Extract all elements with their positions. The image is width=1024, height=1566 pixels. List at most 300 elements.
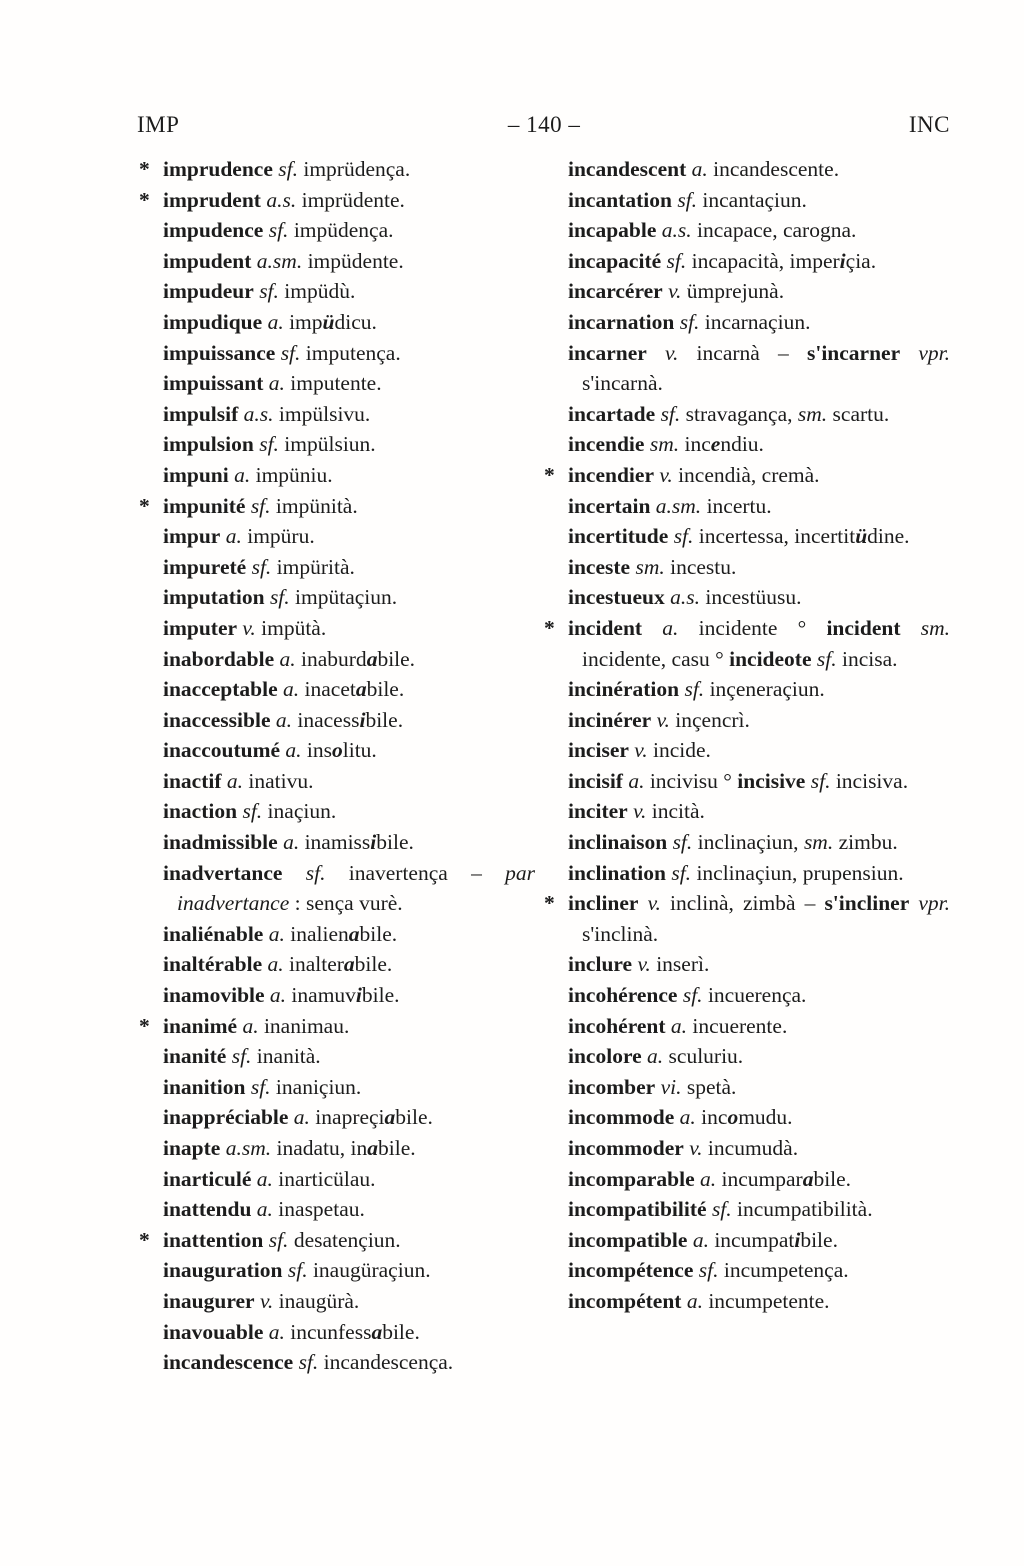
headword: inaltérable <box>163 952 263 977</box>
headword: incandescence <box>163 1350 294 1375</box>
dictionary-entry <box>163 276 535 307</box>
dictionary-entry <box>568 735 950 766</box>
translation-text: incandescença. <box>318 1350 454 1375</box>
headword: impudique <box>163 309 263 334</box>
grammar-abbr: v. <box>638 891 661 916</box>
asterisk-marker: * <box>139 493 150 518</box>
translation-text: incivisu ° <box>644 768 738 793</box>
translation-text: zimbu. <box>833 830 898 855</box>
grammar-abbr: sf. <box>253 432 279 457</box>
translation-text: inaugüraçiun. <box>307 1258 431 1283</box>
dictionary-entry <box>163 1194 535 1225</box>
translation-text: incumpat <box>708 1227 795 1252</box>
headword: impuissance <box>163 340 276 365</box>
dictionary-entry <box>568 215 950 246</box>
dictionary-entry <box>163 1255 535 1286</box>
stressed-letter: i <box>355 983 362 1008</box>
translation-text: s'inclinà. <box>582 921 659 946</box>
grammar-abbr: a. <box>262 952 284 977</box>
headword: incompatible <box>568 1227 688 1252</box>
headword: incisif <box>568 768 623 793</box>
grammar-abbr: sf. <box>237 799 263 824</box>
translation-text: bile. <box>361 983 400 1008</box>
asterisk-marker: * <box>544 891 555 916</box>
dictionary-entry <box>568 705 950 736</box>
stressed-letter: a <box>367 1136 379 1160</box>
grammar-abbr: sf. <box>282 1258 308 1283</box>
grammar-abbr: sf. <box>693 1258 719 1283</box>
translation-text: incumpatibilità. <box>731 1197 873 1222</box>
grammar-abbr: a.sm. <box>650 493 702 518</box>
headword: impuissant <box>163 371 264 396</box>
guideword-right: INC <box>908 112 950 137</box>
grammar-abbr: sf. <box>655 401 681 426</box>
grammar-abbr: a. <box>687 1227 709 1252</box>
headword: incartade <box>568 401 656 426</box>
grammar-abbr: v. <box>683 1136 703 1160</box>
translation-text: inavertença – <box>325 860 506 885</box>
translation-text: incarnaçiun. <box>699 309 811 334</box>
dictionary-entry <box>163 919 535 950</box>
grammar-abbr: sf. <box>671 187 698 212</box>
dictionary-entry <box>568 674 950 705</box>
translation-text: sculuriu. <box>663 1044 744 1069</box>
translation-text: impülsivu. <box>273 401 371 426</box>
translation-text: stravagança, <box>680 401 798 426</box>
headword: incinérer <box>568 707 652 732</box>
right-column <box>542 154 950 1378</box>
dictionary-entry <box>568 766 950 797</box>
grammar-abbr: par inadvertance <box>177 860 536 916</box>
dictionary-entry <box>568 1072 950 1103</box>
grammar-abbr: a. <box>263 1319 285 1344</box>
stressed-letter: a <box>366 646 378 671</box>
translation-text: impüniu. <box>250 462 333 487</box>
dictionary-entry <box>163 582 535 613</box>
dictionary-entry <box>163 552 535 583</box>
headword: inciser <box>568 738 629 763</box>
grammar-abbr: a. <box>622 768 645 793</box>
translation-text: impüru. <box>241 524 315 549</box>
translation-text: inacet <box>299 677 356 702</box>
dictionary-entry <box>163 1102 535 1133</box>
stressed-letter: a <box>384 1105 396 1130</box>
grammar-abbr: vi. <box>655 1074 682 1099</box>
grammar-abbr: a. <box>274 646 296 671</box>
translation-text: incapacità, imper <box>686 248 840 273</box>
translation-text: : sença vurè. <box>289 891 403 916</box>
grammar-abbr: sm. <box>803 830 834 855</box>
grammar-abbr: a. <box>288 1105 310 1130</box>
headword: imprudent <box>163 187 261 212</box>
dictionary-entry <box>544 460 950 491</box>
headword: inciter <box>568 799 628 824</box>
headword: inanité <box>163 1044 227 1069</box>
headword: incohérent <box>568 1013 666 1038</box>
headword: inabordable <box>163 646 275 671</box>
dictionary-body <box>0 138 1024 1378</box>
translation-text: impüdente. <box>302 248 404 273</box>
translation-text: incumpetente. <box>702 1288 830 1313</box>
headword: incapable <box>568 218 657 243</box>
translation-text: imprüdente. <box>296 187 405 212</box>
translation-text: dine. <box>867 524 910 549</box>
grammar-abbr: a. <box>270 707 292 732</box>
grammar-abbr: a. <box>681 1288 703 1313</box>
translation-text: incumpetença. <box>718 1258 849 1283</box>
grammar-abbr: a. <box>221 768 244 793</box>
headword: impulsif <box>163 401 239 426</box>
headword: incertitude <box>568 524 669 549</box>
translation-text: imprüdença. <box>297 157 411 181</box>
dictionary-entry <box>163 949 535 980</box>
translation-text: bile. <box>365 707 404 732</box>
grammar-abbr: a. <box>228 462 251 487</box>
headword: inapte <box>163 1136 221 1160</box>
grammar-abbr: sm. <box>630 554 665 579</box>
grammar-abbr: a. <box>674 1105 696 1130</box>
translation-text: inanimau. <box>258 1013 350 1038</box>
dictionary-entry <box>163 1133 535 1164</box>
headword: inactif <box>163 768 222 793</box>
grammar-abbr: a. <box>251 1166 273 1191</box>
grammar-abbr: sm. <box>900 615 950 640</box>
translation-text: incumudà. <box>702 1136 799 1160</box>
translation-text: inacess <box>292 707 360 732</box>
dictionary-entry <box>163 674 535 705</box>
translation-text: inarticülau. <box>272 1166 376 1191</box>
headword: inarticulé <box>163 1166 252 1191</box>
dictionary-entry <box>163 1317 535 1348</box>
dictionary-entry <box>568 521 950 552</box>
translation-text: incumpar <box>716 1166 803 1191</box>
translation-text: bile. <box>376 830 414 855</box>
translation-text: incertu. <box>701 493 772 518</box>
grammar-abbr: sf. <box>677 983 703 1008</box>
headword: inaction <box>163 799 238 824</box>
stressed-letter: ü <box>322 309 335 334</box>
headword: incinération <box>568 677 680 702</box>
grammar-abbr: v. <box>654 462 673 487</box>
headword: incendie <box>568 432 645 457</box>
grammar-abbr: a. <box>264 983 287 1008</box>
headword: incompatibilité <box>568 1197 707 1222</box>
asterisk-marker: * <box>544 615 555 640</box>
headword: inaccessible <box>163 707 271 732</box>
headword: inadvertance <box>163 860 283 885</box>
grammar-abbr: sf. <box>805 768 831 793</box>
headword: inanimé <box>163 1013 238 1038</box>
dictionary-entry <box>163 796 535 827</box>
grammar-abbr: sf. <box>245 1074 271 1099</box>
translation-text: incendià, cremà. <box>672 462 820 487</box>
translation-text: inçeneraçiun. <box>704 677 825 702</box>
headword: impudent <box>163 248 252 273</box>
stressed-letter: i <box>370 830 377 855</box>
stressed-letter: i <box>359 707 366 732</box>
headword: inattendu <box>163 1197 252 1222</box>
grammar-abbr: vpr. <box>909 891 950 916</box>
dictionary-entry <box>568 1255 950 1286</box>
translation-text: incandescente. <box>707 157 840 181</box>
dictionary-entry <box>568 246 950 277</box>
stressed-letter: o <box>727 1105 739 1130</box>
dictionary-entry <box>568 1041 950 1072</box>
translation-text: inativu. <box>243 768 314 793</box>
translation-text: bile. <box>377 646 416 671</box>
headword: incapacité <box>568 248 662 273</box>
headword: incandescent <box>568 157 687 181</box>
asterisk-marker: * <box>139 157 150 181</box>
headword: inavouable <box>163 1319 264 1344</box>
dictionary-entry <box>544 888 950 949</box>
stressed-letter: i <box>839 248 846 273</box>
dictionary-entry <box>568 1133 950 1164</box>
dictionary-entry <box>568 1286 950 1317</box>
headword: inacceptable <box>163 677 278 702</box>
translation-text: incestu. <box>664 554 737 579</box>
headword: incompétence <box>568 1258 694 1283</box>
dictionary-entry <box>163 613 535 644</box>
left-column <box>137 154 535 1378</box>
translation-text: inanità. <box>251 1044 321 1069</box>
translation-text: inaçiun. <box>262 799 337 824</box>
translation-text: mudu. <box>738 1105 793 1130</box>
grammar-abbr: a. <box>262 309 284 334</box>
translation-text: bile. <box>354 952 393 977</box>
translation-text: bile. <box>800 1227 838 1252</box>
translation-text: inçencrì. <box>669 707 750 732</box>
translation-text: impütà. <box>255 615 327 640</box>
headword: impur <box>163 524 221 549</box>
translation-text: inc <box>695 1105 728 1130</box>
dictionary-entry <box>139 491 535 522</box>
grammar-abbr: sf. <box>246 554 272 579</box>
grammar-abbr: a. <box>263 921 285 946</box>
grammar-abbr: sf. <box>668 524 694 549</box>
grammar-abbr: sf. <box>665 860 692 885</box>
dictionary-entry <box>568 1194 950 1225</box>
headword: impuni <box>163 462 229 487</box>
dictionary-entry <box>139 1225 535 1256</box>
grammar-abbr: sm. <box>797 401 828 426</box>
dictionary-entry <box>163 1347 535 1378</box>
grammar-abbr: a. <box>220 524 242 549</box>
translation-text: impütaçiun. <box>289 585 398 610</box>
dictionary-entry <box>568 582 950 613</box>
headword: incarner <box>568 340 647 365</box>
dictionary-entry <box>568 980 950 1011</box>
headword: incomber <box>568 1074 656 1099</box>
grammar-abbr: a.s. <box>656 218 692 243</box>
grammar-abbr: sm. <box>644 432 680 457</box>
translation-text: impürità. <box>271 554 355 579</box>
dictionary-entry <box>568 276 950 307</box>
grammar-abbr: a. <box>665 1013 688 1038</box>
grammar-abbr: sf. <box>667 830 693 855</box>
dictionary-entry <box>163 368 535 399</box>
translation-text: incertessa, incertit <box>693 524 856 549</box>
dictionary-entry <box>163 1286 535 1317</box>
headword: incarnation <box>568 309 675 334</box>
headword: inauguration <box>163 1258 283 1283</box>
translation-text: incunfess <box>284 1319 372 1344</box>
grammar-abbr: a. <box>263 371 285 396</box>
grammar-abbr: sf. <box>706 1197 732 1222</box>
translation-text: bile. <box>395 1105 433 1130</box>
headword: incantation <box>568 187 672 212</box>
translation-text: inserì. <box>650 952 710 977</box>
translation-text: ümprejunà. <box>681 279 785 304</box>
translation-text: incità. <box>646 799 705 824</box>
dictionary-entry <box>163 705 535 736</box>
translation-text: bile. <box>359 921 398 946</box>
dictionary-entry <box>568 1011 950 1042</box>
dictionary-entry <box>568 185 950 216</box>
grammar-abbr: sf. <box>811 646 837 671</box>
headword: imputation <box>163 585 265 610</box>
translation-text: litu. <box>342 738 377 763</box>
grammar-abbr: sf. <box>226 1044 252 1069</box>
stressed-letter: e <box>710 432 721 457</box>
dictionary-entry <box>568 552 950 583</box>
headword: incendier <box>568 462 654 487</box>
translation-text: dicu. <box>334 309 377 334</box>
stressed-letter: a <box>355 677 367 702</box>
page-number: – 140 – <box>507 112 581 137</box>
translation-text: desatençiun. <box>288 1227 401 1252</box>
dictionary-entry <box>163 307 535 338</box>
translation-text: çia. <box>845 248 877 273</box>
grammar-abbr: v. <box>632 952 651 977</box>
headword: incident <box>568 615 643 640</box>
translation-text: impünità. <box>270 493 358 518</box>
stressed-letter: ü <box>855 524 868 549</box>
dictionary-entry <box>568 429 950 460</box>
translation-text: inc <box>679 432 711 457</box>
grammar-abbr: a. <box>641 1044 664 1069</box>
headword: s'incliner <box>824 891 910 916</box>
headword: incommode <box>568 1105 675 1130</box>
translation-text: inclinaçiun, prupensiun. <box>691 860 904 885</box>
dictionary-entry <box>568 796 950 827</box>
headword: impunité <box>163 493 246 518</box>
headword: inappréciable <box>163 1105 289 1130</box>
headword: incomparable <box>568 1166 695 1191</box>
translation-text: s'incarnà. <box>582 371 663 396</box>
translation-text: inaburd <box>295 646 367 671</box>
dictionary-entry <box>568 949 950 980</box>
grammar-abbr: sf. <box>275 340 301 365</box>
dictionary-entry <box>568 1225 950 1256</box>
dictionary-entry <box>163 766 535 797</box>
translation-text: incidente ° <box>678 615 827 640</box>
grammar-abbr: sf. <box>679 677 705 702</box>
dictionary-entry <box>163 1072 535 1103</box>
translation-text: incidente, casu ° <box>582 646 730 671</box>
translation-text: incarnà – <box>678 340 807 365</box>
grammar-abbr: a.sm. <box>220 1136 272 1160</box>
headword: inanition <box>163 1074 246 1099</box>
stressed-letter: a <box>802 1166 814 1191</box>
dictionary-entry <box>163 215 535 246</box>
headword: s'incarner <box>806 340 901 365</box>
grammar-abbr: a. <box>642 615 679 640</box>
headword: incompétent <box>568 1288 682 1313</box>
translation-text: incide. <box>647 738 711 763</box>
grammar-abbr: v. <box>237 615 256 640</box>
headword: inaugurer <box>163 1288 255 1313</box>
translation-text: imp <box>283 309 323 334</box>
headword: incertain <box>568 493 651 518</box>
grammar-abbr: a. <box>277 830 300 855</box>
headword: incident <box>826 615 901 640</box>
page-header <box>0 0 1024 138</box>
dictionary-entry <box>544 613 950 674</box>
dictionary-entry <box>163 521 535 552</box>
dictionary-entry <box>568 1164 950 1195</box>
headword: incliner <box>568 891 639 916</box>
grammar-abbr: v. <box>651 707 670 732</box>
translation-text: incantaçiun. <box>697 187 807 212</box>
grammar-abbr: vpr. <box>900 340 950 365</box>
dictionary-entry <box>163 399 535 430</box>
dictionary-entry <box>568 307 950 338</box>
headword: inceste <box>568 554 631 579</box>
asterisk-marker: * <box>139 1227 150 1252</box>
dictionary-entry <box>163 827 535 858</box>
grammar-abbr: a. <box>280 738 302 763</box>
translation-text: imputente. <box>284 371 382 396</box>
headword: incarcérer <box>568 279 663 304</box>
dictionary-entry <box>163 338 535 369</box>
dictionary-entry <box>163 460 535 491</box>
stressed-letter: o <box>332 738 343 763</box>
translation-text: incestüusu. <box>700 585 802 610</box>
translation-text: ins <box>301 738 333 763</box>
grammar-abbr: v. <box>646 340 679 365</box>
grammar-abbr: sf. <box>263 218 289 243</box>
dictionary-entry <box>568 827 950 858</box>
asterisk-marker: * <box>139 1013 150 1038</box>
dictionary-entry <box>163 980 535 1011</box>
dictionary-entry <box>139 185 535 216</box>
dictionary-entry <box>139 154 535 185</box>
headword: impureté <box>163 554 247 579</box>
translation-text: incapace, carogna. <box>691 218 857 243</box>
dictionary-entry <box>568 154 950 185</box>
grammar-abbr: sf. <box>661 248 687 273</box>
grammar-abbr: v. <box>254 1288 274 1313</box>
translation-text: bile. <box>813 1166 852 1191</box>
translation-text: spetà. <box>681 1074 737 1099</box>
dictionary-entry <box>163 735 535 766</box>
translation-text: inalien <box>284 921 349 946</box>
translation-text: incisa. <box>836 646 898 671</box>
headword: incisive <box>737 768 806 793</box>
headword: incommoder <box>568 1136 684 1160</box>
stressed-letter: a <box>348 921 360 946</box>
translation-text: inclinà, zimbà – <box>660 891 825 916</box>
dictionary-entry <box>163 1041 535 1072</box>
dictionary-entry <box>568 858 950 889</box>
translation-text: bile. <box>382 1319 420 1344</box>
dictionary-entry <box>163 1164 535 1195</box>
headword: impudeur <box>163 279 254 304</box>
headword: inadmissible <box>163 830 278 855</box>
headword: inattention <box>163 1227 264 1252</box>
grammar-abbr: a.sm. <box>251 248 303 273</box>
